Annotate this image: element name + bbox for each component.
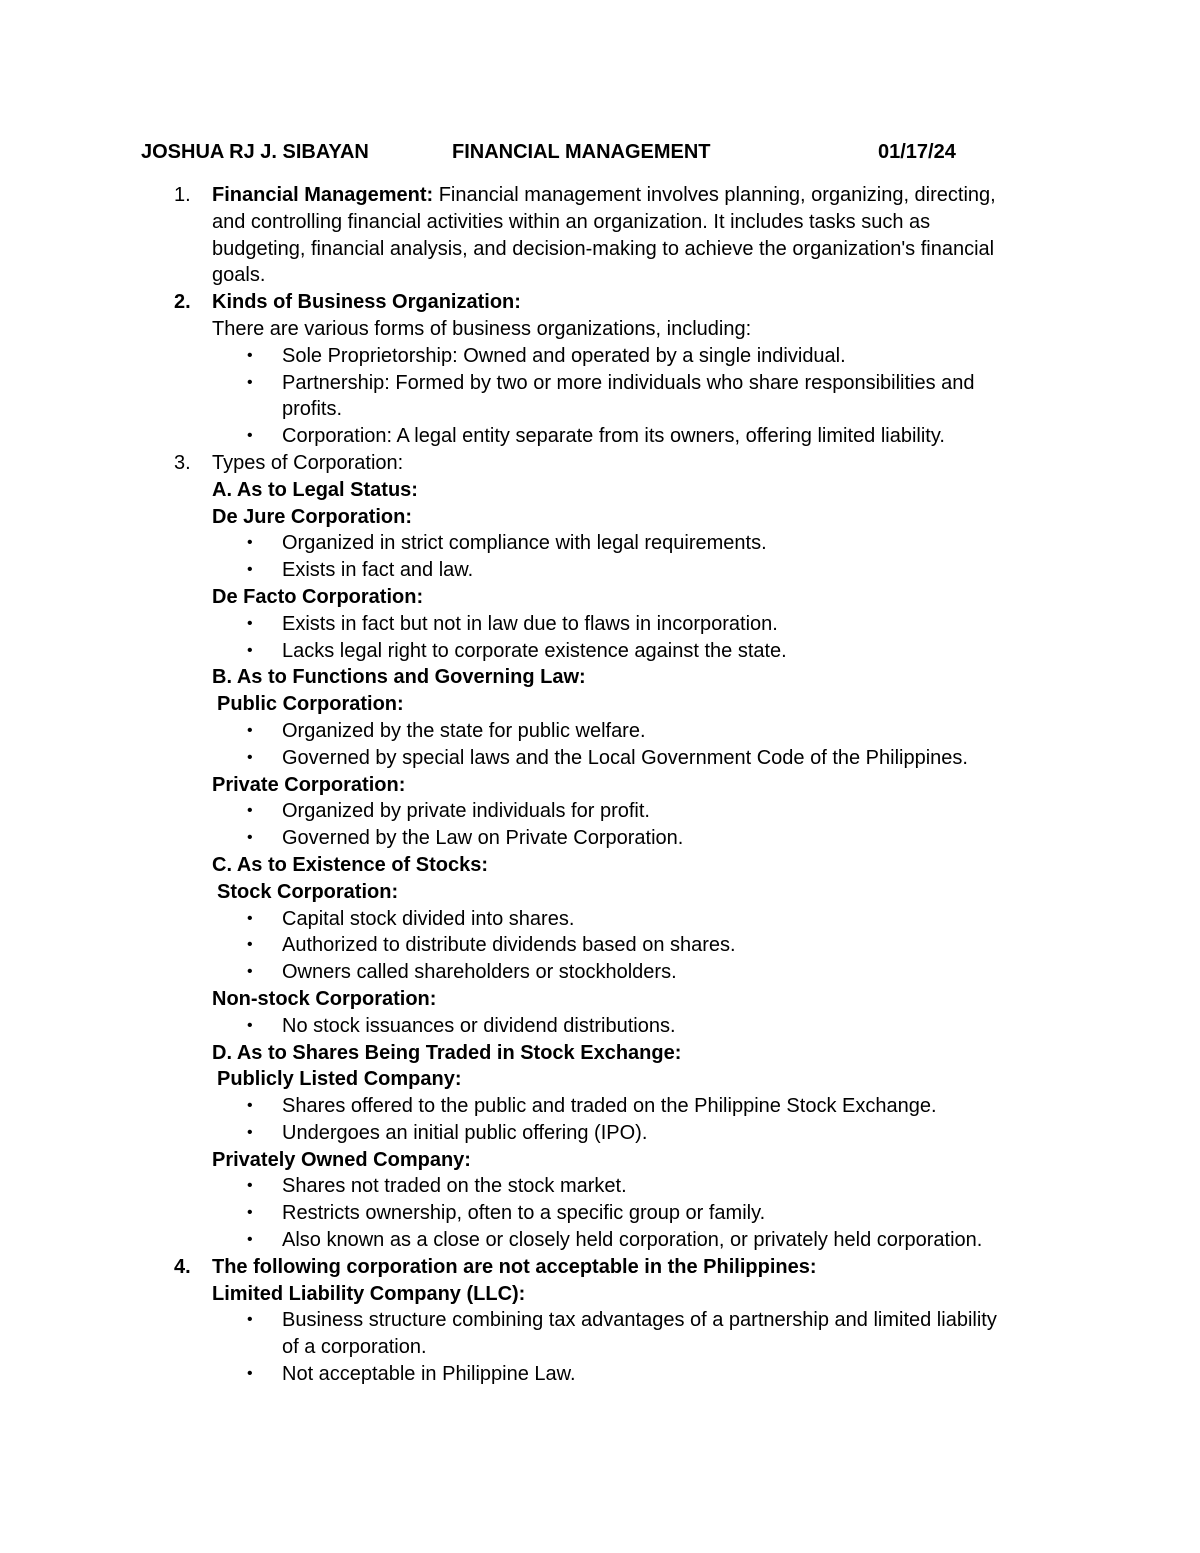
bullet-item: • No stock issuances or dividend distributions. <box>247 1014 676 1037</box>
bullet-item: • Shares not traded on the stock market. <box>247 1175 627 1198</box>
section-title: Kinds of Business Organization: <box>212 291 521 314</box>
bullet-item: • Also known as a close or closely held corporation, or privately held corporation. <box>247 1229 983 1252</box>
subsection-heading: C. As to Existence of Stocks: <box>212 853 488 876</box>
student-name: JOSHUA RJ J. SIBAYAN <box>141 141 369 163</box>
bullet-item: • Governed by special laws and the Local Government Code of the Philippines. <box>247 746 968 769</box>
document-body: 1. Financial Management: Financial management involves planning, organizing, directing, and controlling financial activities within an organization. It includes tasks such as budgeting, financial analysis, and decision-making to achieve the organization's financial goals. 2. Kinds of Business Organization: There are various forms of business organizations, including: • Sole Proprietorship: Owned and operated by a single individual. • Partnership: Formed by two or more individuals who share responsibilities and profits. • Corporation: A legal entity separate from its owners, offering limited liability. 3. Types of Corporation: A. As to Legal Status: De Jure Corporation: • Organized in strict compliance with legal requirements. • Exists in fact and law. De Facto Corporation: • Exists in fact but not in law due to flaws in incorporation. • Lacks legal right to corporate existence against the state. B. As to Functions and Governing Law: Public Corporation: • Organized by the state for public welfare. • Governed by special laws and the Local Government Code of the Philippines. Private Corporation: • Organized by private individuals for profit. • Governed by the Law on Private Corporation. C. As to Existence of Stocks: Stock Corporation: • Capital stock divided into shares. • Authorized to distribute dividends based on shares. • Owners called shareholders or stockholders. Non-stock Corporation: • No stock issuances or dividend distributions. D. As to Shares Being Traded in Stock Exchange: Publicly Listed Company: • Shares offered to the public and traded on the Philippine Stock Exchange. • Undergoes an initial public offering (IPO). Privately Owned Company: • Shares not traded on the stock market. • Restricts ownership, often to a specific group or family. • Also known as a close or closely held corporation, or privately held corporation. 4. The following corporation are not acceptable in the Philippines: Limited Liability Company (LLC): • Business structure combining tax advantages of a partnership and limited liability of a corporation. • Not acceptable in Philippine Law. <box>0 182 1200 1388</box>
bullet-item: • Authorized to distribute dividends based on shares. <box>247 934 736 957</box>
category-heading: Stock Corporation: <box>217 880 399 903</box>
bullet-item: • Undergoes an initial public offering (IPO). <box>247 1121 648 1144</box>
section-title: Types of Corporation: <box>212 451 404 474</box>
subsection-heading: B. As to Functions and Governing Law: <box>212 666 586 689</box>
subject-title: FINANCIAL MANAGEMENT <box>452 141 711 163</box>
category-heading: Non-stock Corporation: <box>212 987 437 1010</box>
bullet-item: • Organized by the state for public welfare. <box>247 719 646 742</box>
list-item-4: 4. The following corporation are not acceptable in the Philippines: <box>0 1254 1200 1281</box>
list-item-1: 1. Financial Management: Financial management involves planning, organizing, directing, <box>174 184 996 206</box>
category-heading: Public Corporation: <box>217 693 404 716</box>
document-header <box>0 141 1200 169</box>
bullet-item: • Organized in strict compliance with legal requirements. <box>247 532 767 555</box>
bullet-item: • Capital stock divided into shares. <box>247 907 575 930</box>
bullet-item: • Organized by private individuals for profit. <box>247 800 650 823</box>
subsection-heading: A. As to Legal Status: <box>212 478 418 501</box>
category-heading: Privately Owned Company: <box>212 1148 471 1171</box>
section-title: The following corporation are not acceptable in the Philippines: <box>212 1255 817 1278</box>
category-heading: De Facto Corporation: <box>212 585 424 608</box>
bullet-item: • Not acceptable in Philippine Law. <box>247 1363 576 1386</box>
bullet-item: • Exists in fact but not in law due to flaws in incorporation. <box>247 612 778 635</box>
bullet-item: • Owners called shareholders or stockholders. <box>247 961 677 984</box>
bullet-item: • Partnership: Formed by two or more individuals who share responsibilities and <box>247 371 975 394</box>
bullet-item: • Sole Proprietorship: Owned and operated by a single individual. <box>247 344 846 367</box>
bullet-item: • Lacks legal right to corporate existence against the state. <box>247 639 787 662</box>
bullet-item: • Corporation: A legal entity separate from its owners, offering limited liability. <box>247 425 945 448</box>
bullet-item: • Exists in fact and law. <box>247 559 474 582</box>
subsection-heading: D. As to Shares Being Traded in Stock Exchange: <box>212 1041 682 1064</box>
document-date: 01/17/24 <box>878 141 956 163</box>
bullet-item: • Restricts ownership, often to a specific group or family. <box>247 1202 766 1225</box>
bullet-item: • Shares offered to the public and traded on the Philippine Stock Exchange. <box>247 1095 937 1118</box>
list-item-2: 2. Kinds of Business Organization: <box>0 289 1200 316</box>
bullet-item: • Governed by the Law on Private Corporation. <box>247 827 684 850</box>
category-heading: Limited Liability Company (LLC): <box>212 1282 526 1305</box>
category-heading: Private Corporation: <box>212 773 406 796</box>
category-heading: Publicly Listed Company: <box>217 1068 462 1091</box>
section-title: Financial Management: <box>212 184 434 206</box>
category-heading: De Jure Corporation: <box>212 505 413 528</box>
list-item-3: 3. Types of Corporation: <box>0 450 1200 477</box>
bullet-item: • Business structure combining tax advantages of a partnership and limited liability <box>247 1309 997 1332</box>
